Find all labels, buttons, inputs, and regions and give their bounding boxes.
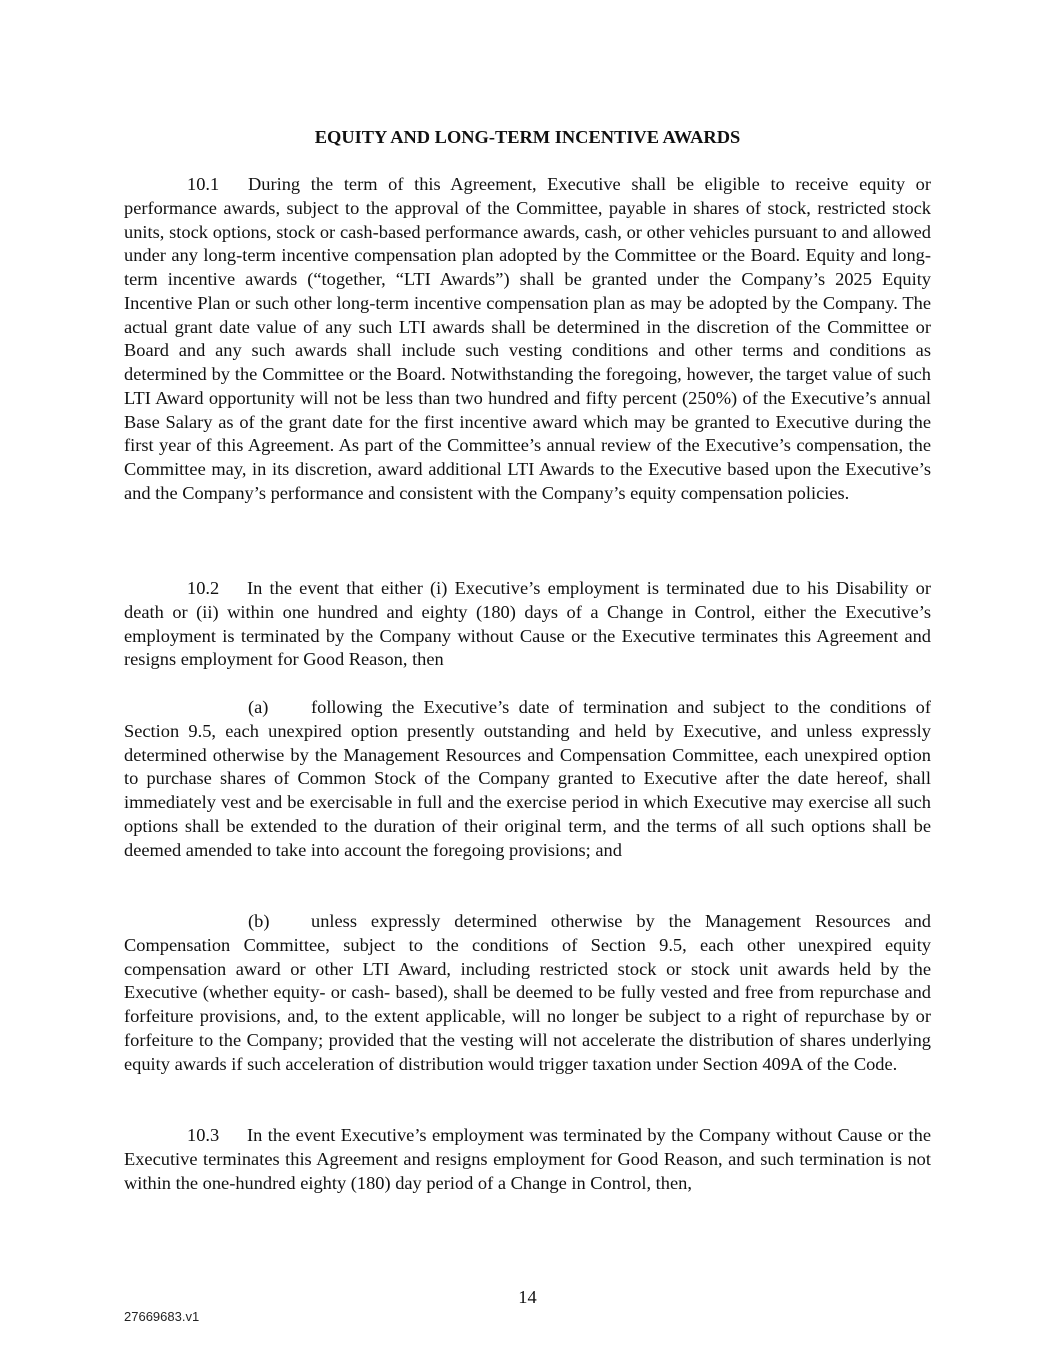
paragraph-text: In the event that either (i) Executive’s employment is terminated due to his Disability or death or (ii) within one hundred and eighty (180) days of a Change in Control, either the Executive’s employment is terminated by the Company without Cause or the Executive terminates this Agreement and resigns employment for Good Reason, then: [124, 578, 931, 670]
paragraph-10-3: [124, 1124, 931, 1195]
subparagraph-b: [124, 910, 931, 1076]
paragraph-number: 10.2: [187, 578, 220, 598]
subparagraph-label: (a): [248, 697, 269, 717]
paragraph-10-1: [124, 173, 931, 506]
document-id: 27669683.v1: [124, 1309, 200, 1324]
subparagraph-label: (b): [248, 911, 270, 931]
section-heading: EQUITY AND LONG-TERM INCENTIVE AWARDS: [314, 127, 741, 147]
page-number: 14: [518, 1287, 537, 1307]
paragraph-text: following the Executive’s date of termination and subject to the conditions of Section 9.5, each unexpired option presently outstanding and held by Executive, and unless expressly determined otherwise by the Management Resources and Compensation Committee, each unexpired option to purchase shares of Common Stock of the Company granted to Executive after the date hereof, shall immediately vest and be exercisable in full and the exercise period in which Executive may exercise all such options shall be extended to the duration of their original term, and the terms of all such options shall be deemed amended to take into account the foregoing provisions; and: [124, 697, 931, 860]
paragraph-text: In the event Executive’s employment was terminated by the Company without Cause or the Executive terminates this Agreement and resigns employment for Good Reason, and such termination is not within the one-hundred eighty (180) day period of a Change in Control, then,: [124, 1125, 931, 1193]
paragraph-number: 10.3: [187, 1125, 220, 1145]
paragraph-number: 10.1: [187, 174, 220, 194]
paragraph-10-2: [124, 577, 931, 672]
paragraph-text: unless expressly determined otherwise by the Management Resources and Compensation Committee, subject to the conditions of Section 9.5, each other unexpired equity compensation award or other LTI Award, including restricted stock or stock unit awards held by the Executive (whether equity- or cash- based), shall be deemed to be fully vested and free from repurchase and forfeiture provisions, and, to the extent applicable, will no longer be subject to a right of repurchase by or forfeiture to the Company; provided that the vesting will not accelerate the distribution of shares underlying equity awards if such acceleration of distribution would trigger taxation under Section 409A of the Code.: [124, 911, 931, 1074]
paragraph-text: During the term of this Agreement, Executive shall be eligible to receive equity or performance awards, subject to the approval of the Committee, payable in shares of stock, restricted stock units, stock options, stock or cash-based performance awards, cash, or other vehicles pursuant to and allowed under any long-term incentive compensation plan adopted by the Committee or the Board. Equity and long-term incentive awards (“together, “LTI Awards”) shall be granted under the Company’s 2025 Equity Incentive Plan or such other long-term incentive compensation plan as may be adopted by the Company. The actual grant date value of any such LTI awards shall be determined in the discretion of the Committee or Board and any such awards shall include such vesting conditions and other terms and conditions as determined by the Committee or the Board. Notwithstanding the foregoing, however, the target value of such LTI Award opportunity will not be less than two hundred and fifty percent (250%) of the Executive’s annual Base Salary as of the grant date for the first incentive award which may be granted to Executive during the first year of this Agreement. As part of the Committee’s annual review of the Executive’s compensation, the Committee may, in its discretion, award additional LTI Awards to the Executive based upon the Executive’s and the Company’s performance and consistent with the Company’s equity compensation policies.: [124, 174, 931, 503]
subparagraph-a: [124, 696, 931, 862]
